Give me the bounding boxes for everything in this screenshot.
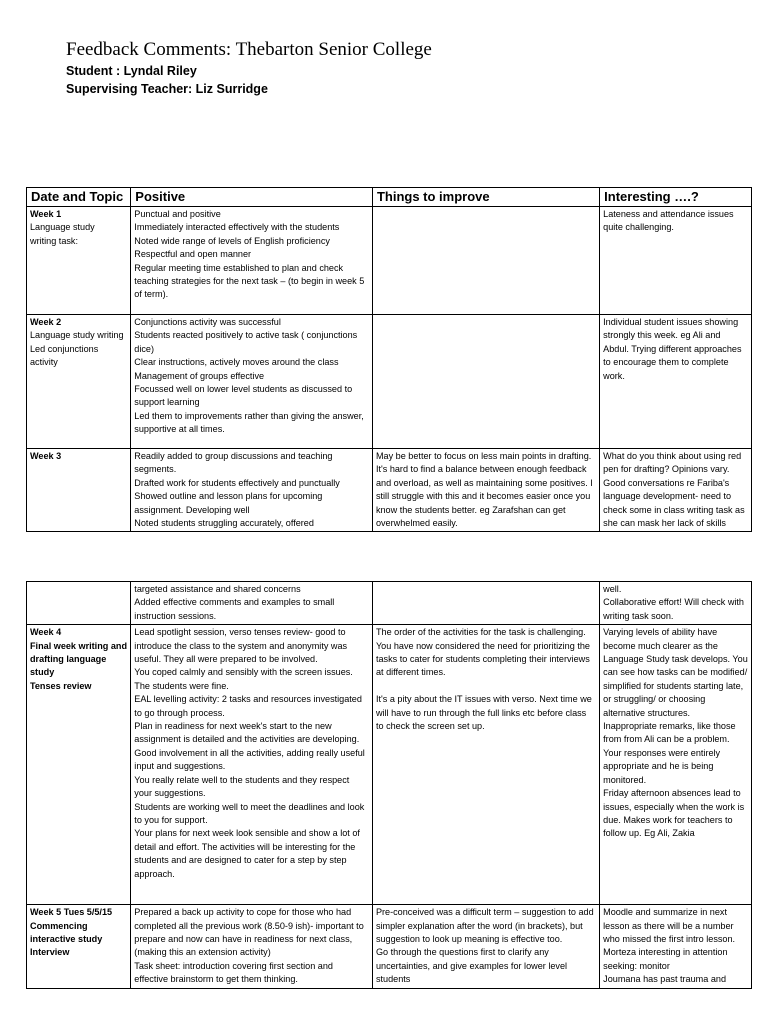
supervising-teacher: Supervising Teacher: Liz Surridge <box>66 82 268 96</box>
week4-positive-item: EAL levelling activity: 2 tasks and resources investigated to go through process. <box>134 694 362 718</box>
week3-cont-improve-cell <box>372 582 599 625</box>
week4-topic-cell <box>27 625 131 905</box>
week5-improve-cell <box>372 905 599 988</box>
week4-interesting-cell <box>600 625 752 905</box>
column-header-improve: Things to improve <box>372 188 599 207</box>
week4-topic-line: Tenses review <box>30 680 92 691</box>
week5-topic-cell <box>27 905 131 988</box>
document-title: Feedback Comments: Thebarton Senior College <box>66 39 432 60</box>
week2-positive-item: Led them to improvements rather than giving the answer, supportive at all times. <box>134 410 364 435</box>
week4-interesting-item: Inappropriate remarks, like those from from Ali can be a problem. Your responses were entirely appropriate and he is being monitored. <box>603 721 736 785</box>
week5-improve-item: Go through the questions first to clarify any uncertainties, and give examples for lower level students <box>375 947 568 985</box>
student-name: Student : Lyndal Riley <box>66 64 197 78</box>
week1-positive-item: Noted wide range of levels of English proficiency <box>134 235 330 246</box>
week2-positive-item: Management of groups effective <box>134 370 265 381</box>
week5-topic-line: Commencing interactive study <box>30 920 103 945</box>
week2-positive-item: Focussed well on lower level students as discussed to support learning <box>134 384 353 408</box>
week3-cont-interesting-item: well. <box>603 584 622 594</box>
week2-topic-line: Language study writing <box>30 330 124 341</box>
week2-positive-item: Conjunctions activity was successful <box>134 317 281 327</box>
week5-positive-item: Prepared a back up activity to cope for those who had completed all the previous work (8.50-9 ish)- important to prepare and now can have in readiness for next class, (making this an extension activity) <box>134 907 364 958</box>
week1-title: Week 1 <box>30 209 62 219</box>
feedback-table-page-2 <box>26 581 752 989</box>
week1-positive-item: Regular meeting time established to plan and check teaching strategies for the next task – (to begin in week 5 of term). <box>134 262 365 300</box>
week4-interesting-item: Friday afternoon absences lead to issues, especially when the work is due. Makes work for teachers to follow up. Eg Ali, Zakia <box>603 788 745 839</box>
week3-positive-item: Drafted work for students effectively and punctually <box>134 477 340 488</box>
week4-interesting-item: Varying levels of ability have become much clearer as the Language Study task develops. You can see how tasks can be modified/ simplified for students starting late, or struggling/ or choosing alternative structures. <box>603 627 748 718</box>
week3-cont-positive-item: targeted assistance and shared concerns <box>134 584 301 594</box>
paragraph-gap <box>376 680 596 693</box>
week4-positive-item: You coped calmly and sensibly with the screen issues. The students were fine. <box>134 667 353 691</box>
week5-topic-line: Interview <box>30 947 70 958</box>
week1-topic-line: Language study <box>30 222 95 233</box>
week4-positive-item: Your plans for next week look sensible and show a lot of detail and effort. The activities will be interesting for the students and are designed to cater for a step by step approach. <box>134 828 360 879</box>
week4-title: Week 4 <box>30 627 62 638</box>
week5-interesting-item: Joumana has past trauma and <box>603 974 726 985</box>
column-header-date-topic: Date and Topic <box>27 188 131 207</box>
week5-improve-item: Pre-conceived was a difficult term – suggestion to add simpler explanation after the word (in brackets), but suggestion to look up meaning is effective too. <box>375 907 594 945</box>
week2-topic-line: Led conjunctions activity <box>30 343 99 368</box>
week3-cont-positive-item: Added effective comments and examples to small instruction sessions. <box>134 597 335 621</box>
week5-interesting-cell <box>600 905 752 988</box>
week4-improve-cell <box>372 625 599 905</box>
week4-improve-item: The order of the activities for the task is challenging. You have now considered the need for prioritizing the tasks to cater for students completing their interviews at different times. <box>375 627 590 678</box>
week3-cont-interesting-item: Collaborative effort! Will check with writing task soon. <box>603 597 744 621</box>
table-row-week5 <box>27 905 752 988</box>
column-header-interesting: Interesting ….? <box>600 188 752 207</box>
week1-positive-item: Immediately interacted effectively with the students <box>134 222 340 233</box>
week1-positive-item: Respectful and open manner <box>134 249 252 260</box>
week4-positive-cell <box>131 625 373 905</box>
week2-positive-item: Clear instructions, actively moves around the class <box>134 357 339 368</box>
week3-cont-positive-cell <box>131 582 373 625</box>
table-row-week3-continued <box>27 582 752 625</box>
week2-interesting-item: Individual student issues showing strongly this week. eg Ali and Abdul. Trying different approaches to encourage them to complete work. <box>603 317 742 381</box>
week1-topic-line: writing task: <box>30 235 79 246</box>
week3-positive-item: Readily added to group discussions and teaching segments. <box>134 451 333 475</box>
week4-topic-line: Final week writing and drafting language study <box>30 640 128 678</box>
week4-positive-item: You really relate well to the students and they respect your suggestions. <box>134 774 350 799</box>
week5-interesting-item: Moodle and summarize in next lesson as there will be a number who missed the first intro lesson. <box>603 907 736 945</box>
week4-positive-item: Good involvement in all the activities, adding really useful input and suggestions. <box>134 747 365 772</box>
week4-improve-item: It's a pity about the IT issues with verso. Next time we will have to run through the full links etc before class to check the screen set up. <box>375 694 592 732</box>
week4-positive-item: Lead spotlight session, verso tenses review- good to introduce the class to the system and anonymity was useful. They all were prepared to be involved. <box>134 627 348 665</box>
week5-positive-cell <box>131 905 373 988</box>
week4-positive-item: Plan in readiness for next week's start to the new assignment is detailed and the activities are developing. <box>134 721 360 745</box>
week5-interesting-item: Morteza interesting in attention seeking: monitor <box>603 947 728 971</box>
week3-interesting-item: Good conversations re Fariba's language development- need to check some in class writing task as she can mask her lack of skills <box>603 477 745 529</box>
week2-positive-item: Students reacted positively to active task ( conjunctions dice) <box>134 330 358 354</box>
week3-title: Week 3 <box>30 451 62 461</box>
week3-interesting-item: What do you think about using red pen for drafting? Opinions vary. <box>603 451 742 475</box>
week1-interesting-item: Lateness and attendance issues quite challenging. <box>603 209 734 233</box>
week3-cont-topic-cell <box>27 582 131 625</box>
week3-cont-interesting-cell <box>600 582 752 625</box>
week2-title: Week 2 <box>30 317 62 327</box>
week1-positive-item: Punctual and positive <box>134 209 221 219</box>
week3-positive-item: Showed outline and lesson plans for upcoming assignment. Developing well <box>134 491 323 515</box>
column-header-positive: Positive <box>131 188 373 207</box>
week4-positive-item: Students are working well to meet the deadlines and look to you for support. <box>134 801 365 825</box>
week3-improve-item: May be better to focus on less main points in drafting. It's hard to find a balance between enough feedback and overload, as well as maintaining some positives. I still struggle with this and it becomes easier once you know the students better. eg Zarafshan can get overwhelmed easily. <box>375 451 593 529</box>
week5-positive-item: Task sheet: introduction covering first section and effective brainstorm to get them thinking. <box>134 960 333 985</box>
week3-positive-item: Noted students struggling accurately, offered <box>134 518 314 529</box>
week5-title: Week 5 Tues 5/5/15 <box>30 907 113 918</box>
table-row-week4 <box>27 625 752 905</box>
